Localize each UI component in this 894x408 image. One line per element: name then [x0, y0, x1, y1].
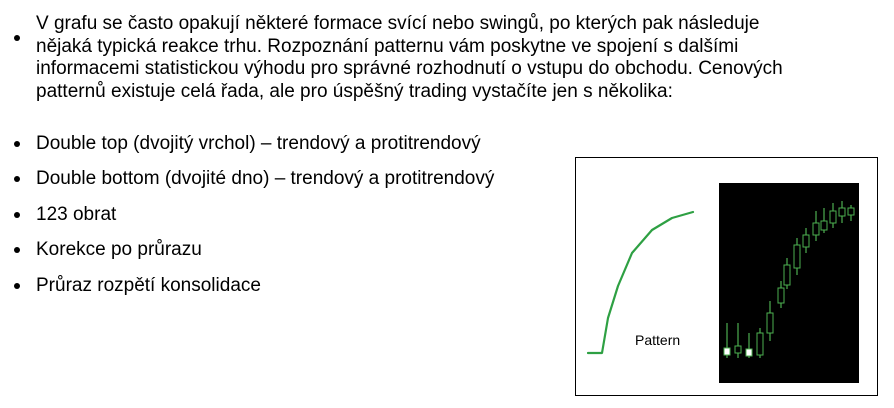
pattern-figure [575, 157, 878, 396]
bullet-dot [14, 141, 20, 147]
intro-line: V grafu se často opakují některé formace svící nebo swingů, po kterých pak následuje [36, 13, 760, 34]
pattern-item-consolidation-breakout: Průraz rozpětí konsolidace [36, 275, 261, 296]
pattern-item-double-top: Double top (dvojitý vrchol) – trendový a protitrendový [36, 133, 481, 154]
candle-body [767, 313, 773, 333]
pattern-curve [576, 158, 716, 397]
bullet-dot [14, 247, 20, 253]
pattern-label: Pattern [635, 332, 681, 348]
candle-body [746, 349, 752, 356]
candle-body [839, 208, 845, 216]
bullet-dot [14, 35, 20, 41]
bullet-dot [14, 283, 20, 289]
intro-paragraph [36, 13, 886, 103]
candle-body [735, 346, 741, 353]
candle-body [778, 288, 784, 303]
candle-body [784, 265, 790, 285]
candle-body [757, 333, 763, 355]
candle-body [848, 208, 854, 215]
pattern-item-breakout-correction: Korekce po průrazu [36, 239, 202, 260]
candle-body [794, 245, 800, 268]
candle-body [821, 221, 827, 230]
bullet-dot [14, 176, 20, 182]
candle-body [724, 348, 730, 355]
intro-line: nějaká typická reakce trhu. Rozpoznání patternu vám poskytne ve spojení s dalšími [36, 35, 739, 57]
intro-line: patternů existuje celá řada, ale pro úspěšný trading vystačíte jen s několika: [36, 80, 673, 102]
candle-body [803, 235, 809, 247]
candlestick-chart [719, 183, 859, 383]
pattern-item-123-reversal: 123 obrat [36, 204, 117, 225]
pattern-item-double-bottom: Double bottom (dvojité dno) – trendový a protitrendový [36, 168, 495, 189]
candle-body [813, 223, 819, 235]
intro-line: informacemi statistickou výhodu pro správné rozhodnutí o vstupu do obchodu. Cenových [36, 58, 783, 79]
bullet-dot [14, 212, 20, 218]
candle-body [830, 211, 836, 223]
